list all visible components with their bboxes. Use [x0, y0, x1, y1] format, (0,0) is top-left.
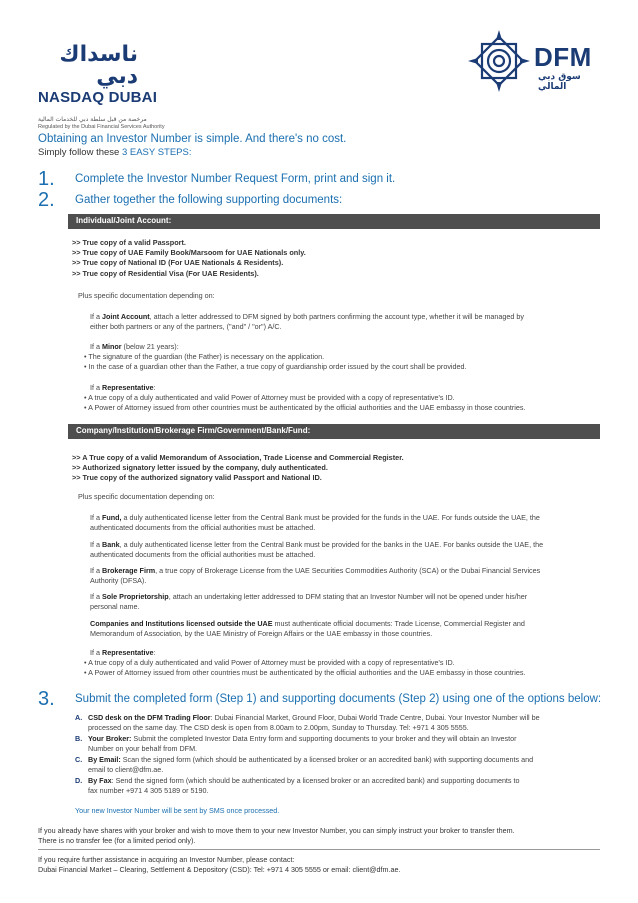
- sole-line2: personal name.: [90, 602, 140, 612]
- option-c-letter: C.: [75, 755, 83, 764]
- option-b-letter: B.: [75, 734, 83, 743]
- individual-req-1: >> True copy of a valid Passport.: [72, 238, 186, 247]
- bank-line2: authenticated documents from the official authorities must be attached.: [90, 550, 316, 560]
- minor-bullet-1: • The signature of the guardian (the Father) is necessary on the application.: [84, 352, 325, 361]
- minor-suffix: (below 21 years):: [121, 342, 179, 351]
- individual-rep-label: Representative: [102, 383, 154, 392]
- option-d-body: [88, 776, 605, 797]
- option-b-line1: Submit the completed Investor Data Entry form and supporting documents to your broker and they will obtain an Investor: [131, 734, 517, 743]
- option-a-letter: A.: [75, 713, 83, 722]
- option-c-label: By Email:: [88, 755, 121, 764]
- regulated-english: Regulated by the Dubai Financial Services Authority: [38, 124, 165, 130]
- joint-line1: , attach a letter addressed to DFM signed by both partners confirming the account type, whether it will be managed by: [149, 312, 525, 321]
- minor-prefix: If a: [90, 342, 102, 351]
- bank-prefix: If a: [90, 540, 102, 549]
- transfer-note: [38, 826, 515, 847]
- dfm-emblem-icon: [468, 28, 530, 94]
- step-2-text: Gather together the following supporting documents:: [75, 194, 343, 206]
- bank-label: Bank: [102, 540, 120, 549]
- step-1-text: Complete the Investor Number Request Form, print and sign it.: [75, 173, 396, 185]
- individual-req-3: >> True copy of National ID (For UAE Nationals & Residents).: [72, 258, 284, 268]
- contact-line2: Dubai Financial Market – Clearing, Settlement & Depository (CSD): Tel: +971 4 305 5555 or email: client@dfm.ae.: [38, 865, 401, 875]
- option-csd-desk: [75, 713, 605, 734]
- company-requirements: [72, 453, 404, 484]
- company-rep-prefix: If a: [90, 648, 102, 657]
- transfer-note-line1: If you already have shares with your broker and wish to move them to your new Investor Number, you can simply instruct your broker to transfer them.: [38, 826, 515, 835]
- option-b-label: Your Broker:: [88, 734, 132, 743]
- individual-rep-heading: [90, 383, 156, 393]
- dfm-wordmark: DFM: [534, 42, 592, 72]
- nasdaq-dubai-logo: [38, 44, 188, 130]
- option-d-line2: fax number +971 4 305 5189 or 5190.: [88, 786, 209, 796]
- sole-line1: , attach an undertaking letter addressed to DFM stating that an Investor Number will not be opened under his/her: [168, 592, 528, 601]
- option-b-line2: Number on your behalf from DFM.: [88, 744, 198, 754]
- fund-line2: authenticated documents from the official authorities must be attached.: [90, 523, 316, 533]
- company-rep-bullet-2: • A Power of Attorney issued from other countries must be authenticated by the official authorities and the UAE embassy in those countries.: [84, 668, 526, 677]
- individual-rep-bullet-2: • A Power of Attorney issued from other countries must be authenticated by the official authorities and the UAE embassy in those countries.: [84, 403, 526, 412]
- option-c-line1: Scan the signed form (which should be authenticated by a licensed broker or an accredited bank) with supporting documents and: [120, 755, 534, 764]
- individual-rep-prefix: If a: [90, 383, 102, 392]
- fund-line1: a duly authenticated license letter from the Central Bank must be provided for the funds in the UAE. For funds outside the UAE, the: [121, 513, 540, 522]
- company-rep-heading: [90, 648, 156, 658]
- dfm-logo: [468, 28, 608, 94]
- step-3-number: 3.: [38, 688, 55, 710]
- joint-account-text: [90, 312, 524, 333]
- outside-label: Companies and Institutions licensed outside the UAE: [90, 619, 273, 628]
- dubai-word: DUBAI: [108, 89, 158, 106]
- step-1-number: 1.: [38, 168, 55, 190]
- option-fax: [75, 776, 605, 797]
- company-req-3: >> True copy of the authorized signatory valid Passport and National ID.: [72, 473, 322, 483]
- minor-label: Minor: [102, 342, 122, 351]
- option-broker: [75, 734, 605, 755]
- individual-rep-bullet-1: • A true copy of a duly authenticated and valid Power of Attorney must be provided with a copy of representative's ID.: [84, 393, 455, 402]
- nasdaq-arabic-wordmark: ناسداك دبي: [59, 42, 138, 89]
- sms-note: Your new Investor Number will be sent by SMS once processed.: [75, 806, 280, 815]
- footer-divider: [38, 849, 600, 850]
- sole-proprietorship-text: [90, 592, 527, 613]
- bank-text: [90, 540, 543, 561]
- option-a-body: [88, 713, 605, 734]
- contact-line1: If you require further assistance in acquiring an Investor Number, please contact:: [38, 855, 295, 864]
- joint-label: Joint Account: [102, 312, 150, 321]
- fund-prefix: If a: [90, 513, 102, 522]
- individual-requirements: [72, 238, 306, 279]
- broker-prefix: If a: [90, 566, 102, 575]
- intro-title: Obtaining an Investor Number is simple. And there's no cost.: [38, 133, 347, 145]
- company-plus-specific: Plus specific documentation depending on:: [78, 492, 215, 501]
- individual-section-header: Individual/Joint Account:: [68, 214, 600, 229]
- broker-line2: Authority (DFSA).: [90, 576, 147, 586]
- fund-label: Fund,: [102, 513, 122, 522]
- option-d-label: By Fax: [88, 776, 112, 785]
- step-3-text: Submit the completed form (Step 1) and supporting documents (Step 2) using one of the options below:: [75, 693, 602, 705]
- brokerage-text: [90, 566, 540, 587]
- option-d-letter: D.: [75, 776, 83, 785]
- option-d-line1: : Send the signed form (which should be authenticated by a licensed broker or an accredited bank) and supporting documents to: [111, 776, 520, 785]
- sole-prefix: If a: [90, 592, 102, 601]
- company-rep-label: Representative: [102, 648, 154, 657]
- fund-text: [90, 513, 540, 534]
- nasdaq-wordmark: [38, 89, 188, 106]
- individual-req-2: >> True copy of UAE Family Book/Marsoom for UAE Nationals only.: [72, 248, 306, 258]
- option-a-line2: processed on the same day. The CSD desk is open from 8.00am to 2.00pm, Sunday to Thursday. Tel: +971 4 305 5555.: [88, 723, 469, 733]
- company-section-header: Company/Institution/Brokerage Firm/Government/Bank/Fund:: [68, 424, 600, 439]
- outside-line1: must authenticate official documents: Trade License, Commercial Register and: [272, 619, 525, 628]
- individual-rep-suffix: :: [153, 383, 156, 392]
- regulated-arabic: مرخصة من قبل سلطة دبي للخدمات المالية: [38, 116, 147, 123]
- minor-bullet-2: • In the case of a guardian other than the Father, a true copy of guardianship order issued by the court shall be provided.: [84, 362, 467, 371]
- broker-line1: , a true copy of Brokerage License from the UAE Securities Commodities Authority (SCA) or the Dubai Financial Services: [155, 566, 541, 575]
- option-email: [75, 755, 605, 776]
- option-b-body: [88, 734, 605, 755]
- intro-sub-highlight: 3 EASY STEPS:: [121, 147, 192, 158]
- nasdaq-word: NASDAQ: [38, 89, 105, 106]
- individual-plus-specific: Plus specific documentation depending on:: [78, 291, 215, 300]
- option-a-label: CSD desk on the DFM Trading Floor: [88, 713, 211, 722]
- dfm-arabic-name: سوق دبي المالي: [538, 72, 581, 92]
- option-a-line1: : Dubai Financial Market, Ground Floor, Dubai World Trade Centre, Dubai. Your Investor Number will be: [210, 713, 540, 722]
- company-rep-bullet-1: • A true copy of a duly authenticated and valid Power of Attorney must be provided with a copy of representative's ID.: [84, 658, 455, 667]
- joint-line2: either both partners or any of the partners, ("and" / "or") A/C.: [90, 322, 282, 332]
- joint-prefix: If a: [90, 312, 102, 321]
- company-req-2: >> Authorized signatory letter issued by the company, duly authenticated.: [72, 463, 328, 473]
- individual-req-4: >> True copy of Residential Visa (For UAE Residents).: [72, 268, 259, 278]
- broker-label: Brokerage Firm: [102, 566, 156, 575]
- bank-line1: , a duly authenticated license letter from the Central Bank must be provided for the banks in the UAE. For banks outside the UAE, the: [119, 540, 544, 549]
- contact-note: [38, 855, 401, 876]
- company-req-1: >> A True copy of a valid Memorandum of Association, Trade License and Commercial Register.: [72, 453, 404, 462]
- outside-line2: Memorandum of Association, by the UAE Ministry of Foreign Affairs or the UAE embassy in those countries.: [90, 629, 433, 639]
- sole-label: Sole Proprietorship: [102, 592, 169, 601]
- step-2-number: 2.: [38, 189, 55, 211]
- option-c-body: [88, 755, 605, 776]
- intro-sub-prefix: Simply follow these: [38, 147, 122, 158]
- intro-subtitle: [38, 147, 191, 158]
- outside-uae-text: [90, 619, 525, 640]
- transfer-note-line2: There is no transfer fee (for a limited period only).: [38, 836, 196, 846]
- company-rep-suffix: :: [153, 648, 156, 657]
- option-c-line2: email to client@dfm.ae.: [88, 765, 164, 775]
- minor-heading: [90, 342, 179, 352]
